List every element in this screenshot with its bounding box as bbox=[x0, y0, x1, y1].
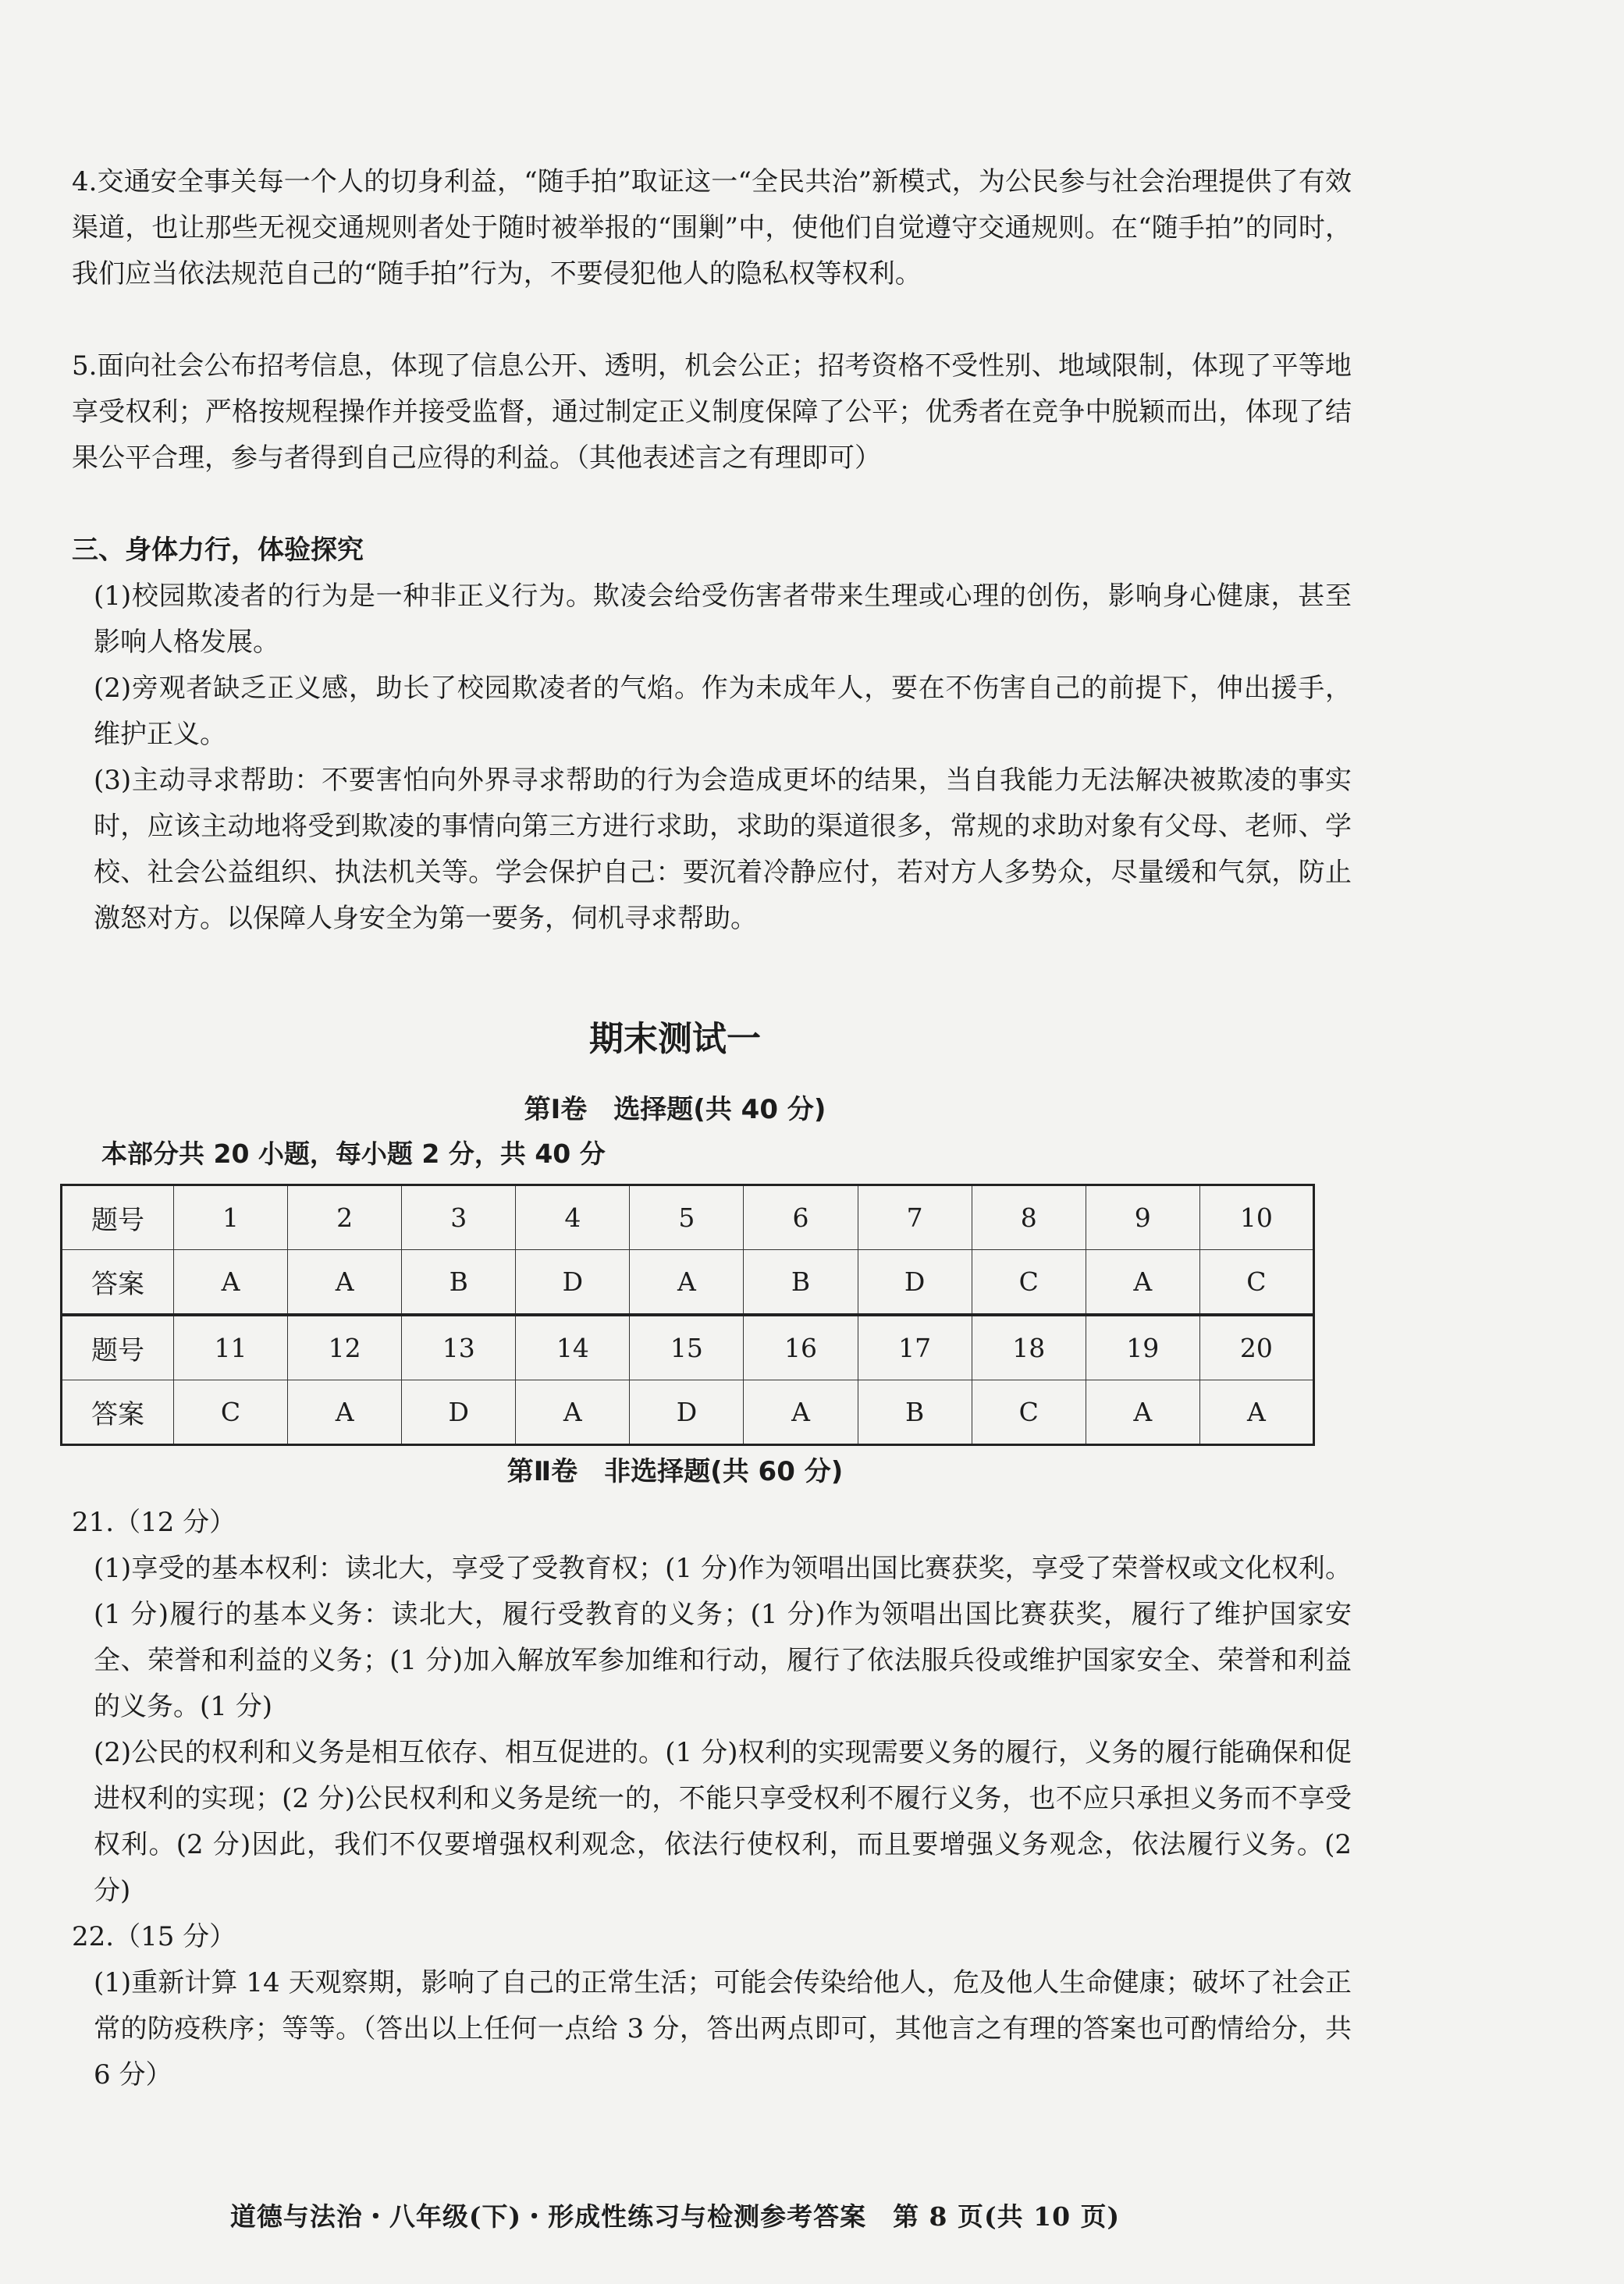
answer-cell: B bbox=[402, 1250, 516, 1315]
section-3-heading: 三、身体力行，体验探究 bbox=[72, 535, 364, 566]
question-number: 4 bbox=[516, 1185, 630, 1250]
question-21-paragraph-1: (1)享受的基本权利：读北大，享受了受教育权；(1 分)作为领唱出国比赛获奖，享受了荣誉权或文化权利。(1 分)履行的基本义务：读北大，履行受教育的义务；(1 分)作为领唱出国比赛获奖，履行了维护国家安全、荣誉和利益的义务；(1 分)加入解放军参加维和行动，履行了依法服兵役或维护国家安全、荣誉和利益的义务。(1 分) bbox=[94, 1553, 1352, 1722]
answer-cell: D bbox=[630, 1380, 744, 1445]
answer-cell: C bbox=[1199, 1250, 1313, 1315]
question-number: 1 bbox=[174, 1185, 288, 1250]
question-number: 6 bbox=[744, 1185, 858, 1250]
answer-cell: C bbox=[174, 1380, 288, 1445]
table-row-answers bbox=[62, 1380, 1314, 1445]
answer-item-5: 5.面向社会公布招考信息，体现了信息公开、透明，机会公正；招考资格不受性别、地域限制，体现了平等地享受权利；严格按规程操作并接受监督，通过制定正义制度保障了公平；优秀者在竞争中脱颖而出，体现了结果公平合理，参与者得到自己应得的利益。（其他表述言之有理即可） bbox=[72, 350, 1352, 474]
section-1-title: 第Ⅰ卷 选择题(共 40 分) bbox=[524, 1094, 826, 1125]
table-row-answers bbox=[62, 1250, 1314, 1315]
row-label-answer: 答案 bbox=[62, 1380, 174, 1445]
answer-cell: C bbox=[972, 1250, 1086, 1315]
row-label-number: 题号 bbox=[62, 1185, 174, 1250]
table-row-numbers bbox=[62, 1316, 1314, 1380]
question-number: 13 bbox=[402, 1316, 516, 1380]
question-number: 7 bbox=[858, 1185, 972, 1250]
answer-cell: A bbox=[174, 1250, 288, 1315]
answer-cell: A bbox=[516, 1380, 630, 1445]
question-number: 5 bbox=[630, 1185, 744, 1250]
question-number: 19 bbox=[1086, 1316, 1199, 1380]
question-number: 9 bbox=[1086, 1185, 1199, 1250]
answer-cell: A bbox=[1086, 1250, 1199, 1315]
row-label-number: 题号 bbox=[62, 1316, 174, 1380]
answer-cell: A bbox=[1199, 1380, 1313, 1445]
answer-cell: B bbox=[858, 1380, 972, 1445]
question-number: 2 bbox=[288, 1185, 402, 1250]
question-22-paragraph-1: (1)重新计算 14 天观察期，影响了自己的正常生活；可能会传染给他人，危及他人生命健康；破坏了社会正常的防疫秩序；等等。（答出以上任何一点给 3 分，答出两点即可，其他言之有理的答案也可酌情给分，共 6 分） bbox=[94, 1967, 1352, 2090]
question-number: 10 bbox=[1199, 1185, 1313, 1250]
question-21-paragraph-2: (2)公民的权利和义务是相互依存、相互促进的。(1 分)权利的实现需要义务的履行，义务的履行能确保和促进权利的实现；(2 分)公民权利和义务是统一的，不能只享受权利不履行义务，也不应只承担义务而不享受权利。(2 分)因此，我们不仅要增强权利观念，依法行使权利，而且要增强义务观念，依法履行义务。(2 分) bbox=[94, 1737, 1352, 1906]
answer-cell: D bbox=[516, 1250, 630, 1315]
section-3-paragraph-2: (2)旁观者缺乏正义感，助长了校园欺凌者的气焰。作为未成年人，要在不伤害自己的前提下，伸出援手，维护正义。 bbox=[94, 673, 1352, 750]
question-number: 20 bbox=[1199, 1316, 1313, 1380]
question-number: 12 bbox=[288, 1316, 402, 1380]
table-row-numbers bbox=[62, 1185, 1314, 1250]
answer-cell: A bbox=[630, 1250, 744, 1315]
exam-title: 期末测试一 bbox=[589, 1019, 761, 1059]
question-number: 16 bbox=[744, 1316, 858, 1380]
question-21-heading: 21.（12 分） bbox=[72, 1507, 236, 1538]
question-number: 18 bbox=[972, 1316, 1086, 1380]
question-number: 3 bbox=[402, 1185, 516, 1250]
answer-cell: C bbox=[972, 1380, 1086, 1445]
answer-cell: B bbox=[744, 1250, 858, 1315]
section-2-title: 第Ⅱ卷 非选择题(共 60 分) bbox=[506, 1456, 844, 1487]
row-label-answer: 答案 bbox=[62, 1250, 174, 1315]
answer-cell: D bbox=[858, 1250, 972, 1315]
question-number: 15 bbox=[630, 1316, 744, 1380]
answer-item-4: 4.交通安全事关每一个人的切身利益，“随手拍”取证这一“全民共治”新模式，为公民参与社会治理提供了有效渠道，也让那些无视交通规则者处于随时被举报的“围剿”中，使他们自觉遵守交通规则。在“随手拍”的同时，我们应当依法规范自己的“随手拍”行为，不要侵犯他人的隐私权等权利。 bbox=[72, 166, 1352, 289]
answer-cell: A bbox=[744, 1380, 858, 1445]
page-footer: 道德与法治・八年级(下)・形成性练习与检测参考答案 第 8 页(共 10 页) bbox=[229, 2201, 1121, 2232]
question-number: 8 bbox=[972, 1185, 1086, 1250]
question-number: 11 bbox=[174, 1316, 288, 1380]
section-3-paragraph-3: (3)主动寻求帮助：不要害怕向外界寻求帮助的行为会造成更坏的结果，当自我能力无法解决被欺凌的事实时，应该主动地将受到欺凌的事情向第三方进行求助，求助的渠道很多，常规的求助对象有父母、老师、学校、社会公益组织、执法机关等。学会保护自己：要沉着冷静应付，若对方人多势众，尽量缓和气氛，防止激怒对方。以保障人身安全为第一要务，伺机寻求帮助。 bbox=[94, 765, 1352, 934]
answer-cell: D bbox=[402, 1380, 516, 1445]
answer-table-1 bbox=[60, 1184, 1315, 1316]
section-3-paragraph-1: (1)校园欺凌者的行为是一种非正义行为。欺凌会给受伤害者带来生理或心理的创伤，影响身心健康，甚至影响人格发展。 bbox=[94, 581, 1352, 658]
question-number: 14 bbox=[516, 1316, 630, 1380]
question-22-heading: 22.（15 分） bbox=[72, 1921, 236, 1952]
answer-table-2 bbox=[60, 1314, 1315, 1446]
question-number: 17 bbox=[858, 1316, 972, 1380]
answer-cell: A bbox=[288, 1250, 402, 1315]
section-1-instructions: 本部分共 20 小题，每小题 2 分，共 40 分 bbox=[101, 1138, 606, 1169]
answer-cell: A bbox=[288, 1380, 402, 1445]
answer-cell: A bbox=[1086, 1380, 1199, 1445]
